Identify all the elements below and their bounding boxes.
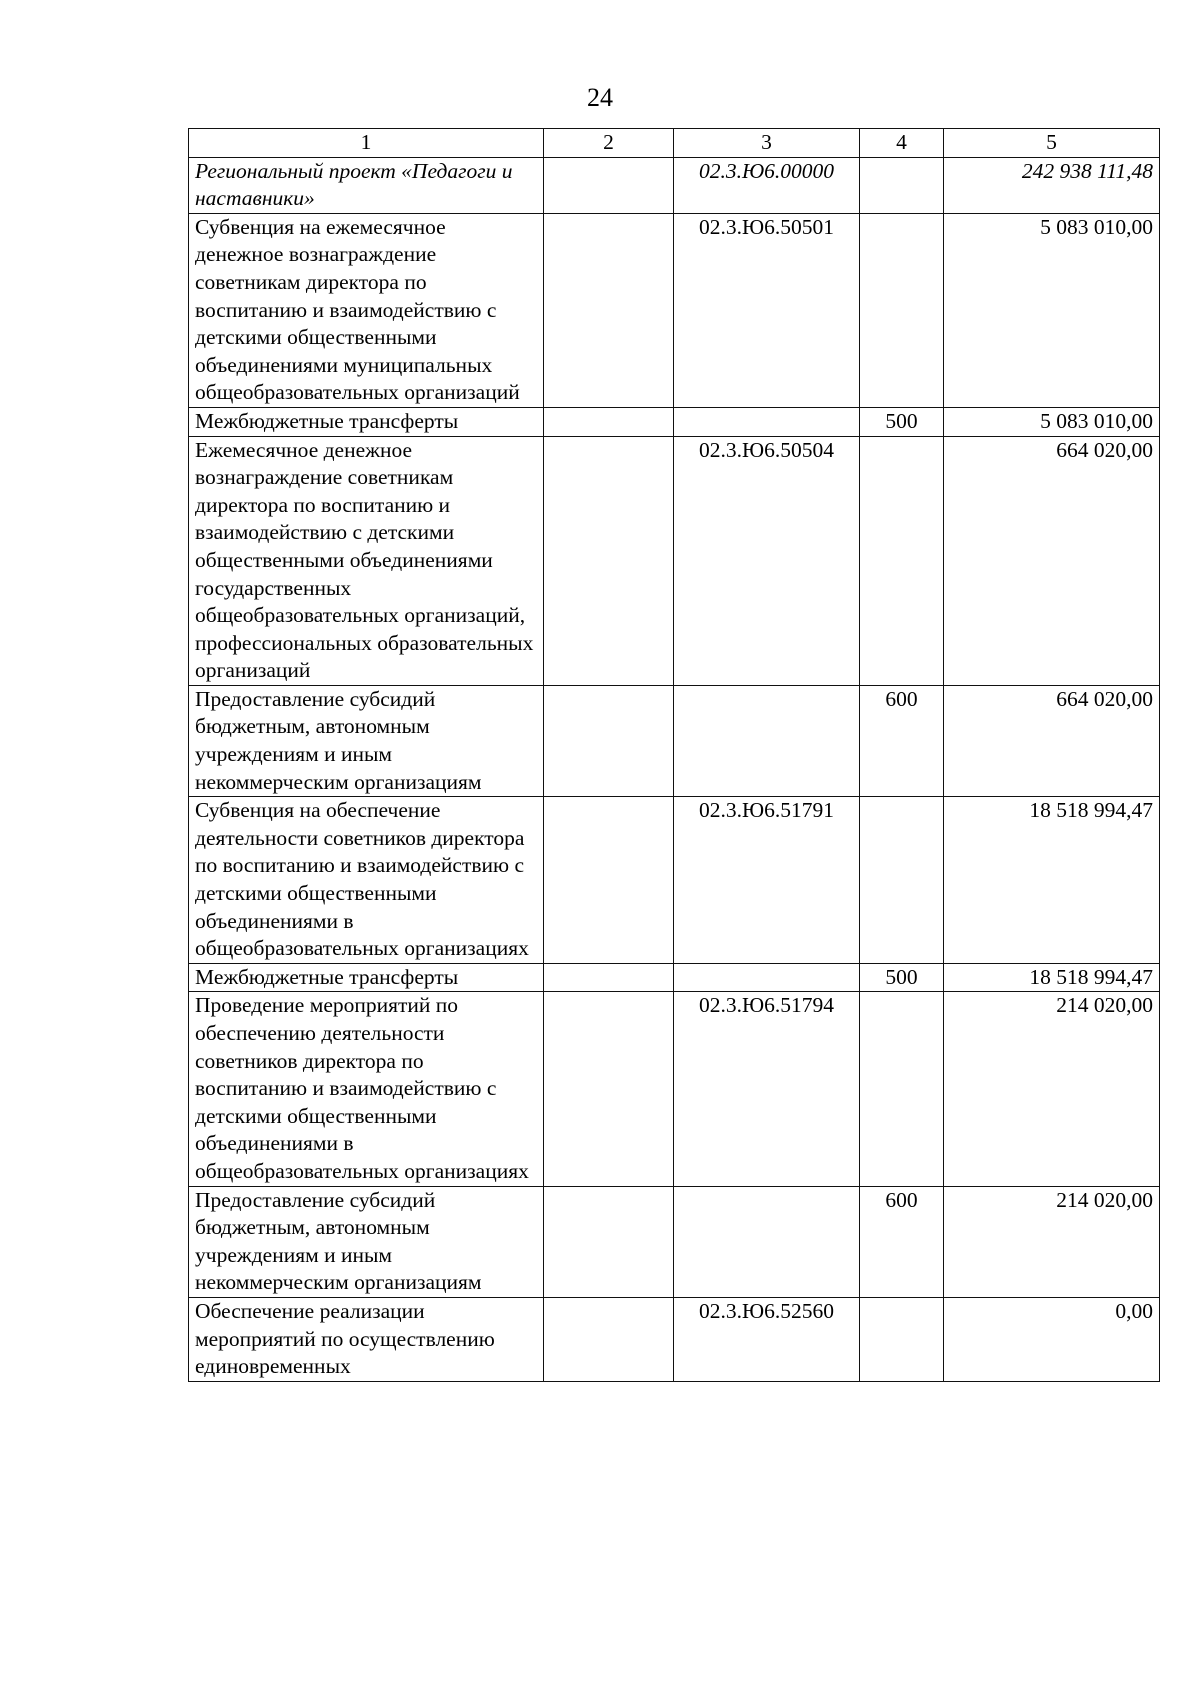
row-expense-type: 600 [860,685,944,796]
row-amount: 5 083 010,00 [944,213,1160,407]
table-row [189,1297,1160,1381]
row-code [674,407,860,436]
column-header-3: 3 [674,129,860,158]
row-expense-type [860,1297,944,1381]
row-column-2 [544,213,674,407]
row-code: 02.3.Ю6.52560 [674,1297,860,1381]
row-expense-type: 500 [860,407,944,436]
column-header-4: 4 [860,129,944,158]
row-code: 02.3.Ю6.51791 [674,797,860,964]
row-column-2 [544,992,674,1186]
row-amount: 214 020,00 [944,1186,1160,1297]
row-amount: 5 083 010,00 [944,407,1160,436]
table-row [189,685,1160,796]
row-column-2 [544,407,674,436]
page-number: 24 [587,83,613,112]
row-name: Предоставление субсидий бюджетным, автономным учреждениям и иным некоммерческим организациям [189,1186,544,1297]
row-name: Межбюджетные трансферты [189,963,544,992]
row-expense-type [860,213,944,407]
row-name: Предоставление субсидий бюджетным, автономным учреждениям и иным некоммерческим организациям [189,685,544,796]
row-expense-type [860,797,944,964]
row-amount: 0,00 [944,1297,1160,1381]
row-expense-type [860,992,944,1186]
table-row [189,992,1160,1186]
row-column-2 [544,685,674,796]
table-row [189,1186,1160,1297]
row-amount: 18 518 994,47 [944,797,1160,964]
row-amount: 664 020,00 [944,436,1160,685]
row-name: Субвенция на ежемесячное денежное вознаграждение советникам директора по воспитанию и взаимодействию с детскими общественными объединениями муниципальных общеобразовательных организаций [189,213,544,407]
row-expense-type: 600 [860,1186,944,1297]
row-code: 02.3.Ю6.00000 [674,157,860,213]
row-code: 02.3.Ю6.50504 [674,436,860,685]
row-code: 02.3.Ю6.51794 [674,992,860,1186]
row-column-2 [544,1186,674,1297]
row-amount: 214 020,00 [944,992,1160,1186]
table-row [189,963,1160,992]
table-row [189,436,1160,685]
table-header-row [189,129,1160,158]
row-code [674,685,860,796]
table-row [189,407,1160,436]
table-row [189,157,1160,213]
budget-table [188,128,1160,1382]
row-expense-type: 500 [860,963,944,992]
column-header-2: 2 [544,129,674,158]
row-column-2 [544,436,674,685]
row-column-2 [544,963,674,992]
column-header-5: 5 [944,129,1160,158]
row-name: Ежемесячное денежное вознаграждение советникам директора по воспитанию и взаимодействию с детскими общественными объединениями государственных общеобразовательных организаций, профессиональных образовательных организаций [189,436,544,685]
row-code: 02.3.Ю6.50501 [674,213,860,407]
row-column-2 [544,797,674,964]
table-row [189,797,1160,964]
column-header-1: 1 [189,129,544,158]
row-amount: 664 020,00 [944,685,1160,796]
row-name: Региональный проект «Педагоги и наставники» [189,157,544,213]
row-column-2 [544,1297,674,1381]
row-code [674,1186,860,1297]
row-name: Субвенция на обеспечение деятельности советников директора по воспитанию и взаимодействию с детскими общественными объединениями в общеобразовательных организациях [189,797,544,964]
row-amount: 18 518 994,47 [944,963,1160,992]
row-name: Межбюджетные трансферты [189,407,544,436]
row-amount: 242 938 111,48 [944,157,1160,213]
row-expense-type [860,436,944,685]
table-row [189,213,1160,407]
row-expense-type [860,157,944,213]
row-name: Проведение мероприятий по обеспечению деятельности советников директора по воспитанию и взаимодействию с детскими общественными объединениями в общеобразовательных организациях [189,992,544,1186]
row-code [674,963,860,992]
row-name: Обеспечение реализации мероприятий по осуществлению единовременных [189,1297,544,1381]
row-column-2 [544,157,674,213]
